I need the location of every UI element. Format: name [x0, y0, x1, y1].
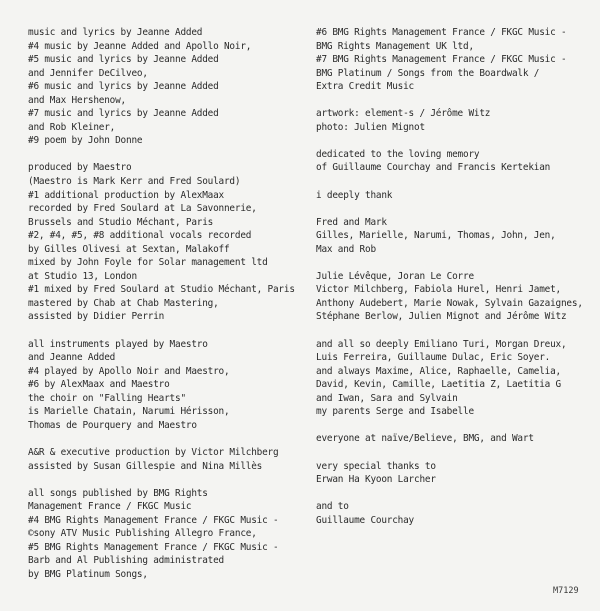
credit-line: assisted by Susan Gillespie and Nina Millès	[28, 460, 263, 472]
credit-line: by BMG Platinum Songs,	[28, 568, 148, 580]
blank-line	[316, 446, 590, 460]
credit-line: and to	[316, 501, 349, 513]
credit-line: and Iwan, Sara and Sylvain	[316, 392, 458, 404]
credit-line: of Guillaume Courchay and Francis Kertekian	[316, 162, 551, 174]
credit-line: #4 music by Jeanne Added and Apollo Noir,	[28, 40, 252, 52]
catalog-number: M7129	[553, 586, 579, 596]
credit-line: Julie Lévêque, Joran Le Corre	[316, 270, 474, 282]
credit-line: Barb and Al Publishing administrated	[28, 555, 224, 567]
credit-line: music and lyrics by Jeanne Added	[28, 27, 203, 38]
credit-line: BMG Rights Management UK ltd,	[316, 40, 474, 52]
blank-line	[28, 432, 300, 446]
credit-line: #1 additional production by AlexMaax	[28, 189, 224, 201]
credit-line: by Gilles Olivesi at Sextan, Malakoff	[28, 243, 230, 255]
credit-line: and always Maxime, Alice, Raphaelle, Camelia,	[316, 365, 561, 377]
credit-line: recorded by Fred Soulard at La Savonnerie,	[28, 203, 257, 215]
credit-line: #9 poem by John Donne	[28, 135, 143, 147]
blank-line	[316, 134, 590, 148]
credit-line: #2, #4, #5, #8 additional vocals recorded	[28, 230, 252, 242]
credit-line: David, Kevin, Camille, Laetitia Z, Laetitia G	[316, 379, 561, 391]
credit-line: produced by Maestro	[28, 162, 132, 174]
credit-line: artwork: element-s / Jérôme Witz	[316, 108, 491, 120]
credit-line: the choir on "Falling Hearts"	[28, 392, 186, 404]
credit-line: and Rob Kleiner,	[28, 121, 116, 133]
credit-line: #6 music and lyrics by Jeanne Added	[28, 81, 219, 93]
credit-line: and Jennifer DeCilveo,	[28, 67, 148, 79]
credit-line: mixed by John Foyle for Solar management ltd	[28, 257, 268, 269]
credit-line: #1 mixed by Fred Soulard at Studio Méchant, Paris	[28, 284, 295, 296]
credit-line: assisted by Didier Perrin	[28, 311, 165, 323]
credit-line: i deeply thank	[316, 189, 393, 201]
credit-line: Management France / FKGC Music	[28, 501, 192, 513]
blank-line	[316, 94, 590, 108]
credit-line: Erwan Ha Kyoon Larcher	[316, 474, 436, 486]
credit-line: and Jeanne Added	[28, 352, 116, 364]
credit-line: my parents Serge and Isabelle	[316, 406, 474, 418]
credit-line: Guillaume Courchay	[316, 514, 414, 526]
blank-line	[316, 175, 590, 189]
credit-line: all songs published by BMG Rights	[28, 487, 208, 499]
credit-line: and Max Hershenow,	[28, 94, 126, 106]
credit-line: and all so deeply Emiliano Turi, Morgan Dreux,	[316, 338, 567, 350]
credit-line: is Marielle Chatain, Narumi Hérisson,	[28, 406, 230, 418]
credit-line: photo: Julien Mignot	[316, 121, 425, 133]
blank-line	[28, 473, 300, 487]
credit-line: #5 BMG Rights Management France / FKGC Music -	[28, 541, 279, 553]
credit-line: ©sony ATV Music Publishing Allegro France,	[28, 528, 257, 540]
credit-line: A&R & executive production by Victor Milchberg	[28, 446, 279, 458]
credit-line: everyone at naïve/Believe, BMG, and Wart	[316, 433, 534, 445]
left-column	[28, 26, 300, 581]
credit-line: Gilles, Marielle, Narumi, Thomas, John, Jen,	[316, 230, 556, 242]
blank-line	[316, 419, 590, 433]
blank-line	[316, 202, 590, 216]
blank-line	[316, 324, 590, 338]
credit-line: #7 music and lyrics by Jeanne Added	[28, 108, 219, 120]
credit-line: (Maestro is Mark Kerr and Fred Soulard)	[28, 176, 241, 188]
credit-line: at Studio 13, London	[28, 270, 137, 282]
credit-line: #5 music and lyrics by Jeanne Added	[28, 54, 219, 66]
credit-line: #6 by AlexMaax and Maestro	[28, 379, 170, 391]
credit-line: #4 BMG Rights Management France / FKGC Music -	[28, 514, 279, 526]
credit-line: very special thanks to	[316, 460, 436, 472]
credit-line: Brussels and Studio Méchant, Paris	[28, 216, 214, 228]
credit-line: #7 BMG Rights Management France / FKGC Music -	[316, 54, 567, 66]
credit-line: Anthony Audebert, Marie Nowak, Sylvain Gazaignes,	[316, 297, 583, 309]
credit-line: #4 played by Apollo Noir and Maestro,	[28, 365, 230, 377]
credit-line: Victor Milchberg, Fabiola Hurel, Henri Jamet,	[316, 284, 561, 296]
credit-line: Extra Credit Music	[316, 81, 414, 93]
credit-line: Stéphane Berlow, Julien Mignot and Jérôme Witz	[316, 311, 567, 323]
credit-line: #6 BMG Rights Management France / FKGC Music -	[316, 27, 567, 38]
right-column	[316, 26, 590, 527]
credit-line: all instruments played by Maestro	[28, 338, 208, 350]
blank-line	[28, 148, 300, 162]
credit-line: mastered by Chab at Chab Mastering,	[28, 297, 219, 309]
credit-line: Max and Rob	[316, 243, 376, 255]
credit-line: Luis Ferreira, Guillaume Dulac, Eric Soyer.	[316, 352, 551, 364]
blank-line	[316, 487, 590, 501]
credit-line: Fred and Mark	[316, 216, 387, 228]
blank-line	[316, 256, 590, 270]
credit-line: dedicated to the loving memory	[316, 148, 480, 160]
blank-line	[28, 324, 300, 338]
credit-line: Thomas de Pourquery and Maestro	[28, 419, 197, 431]
credit-line: BMG Platinum / Songs from the Boardwalk /	[316, 67, 540, 79]
